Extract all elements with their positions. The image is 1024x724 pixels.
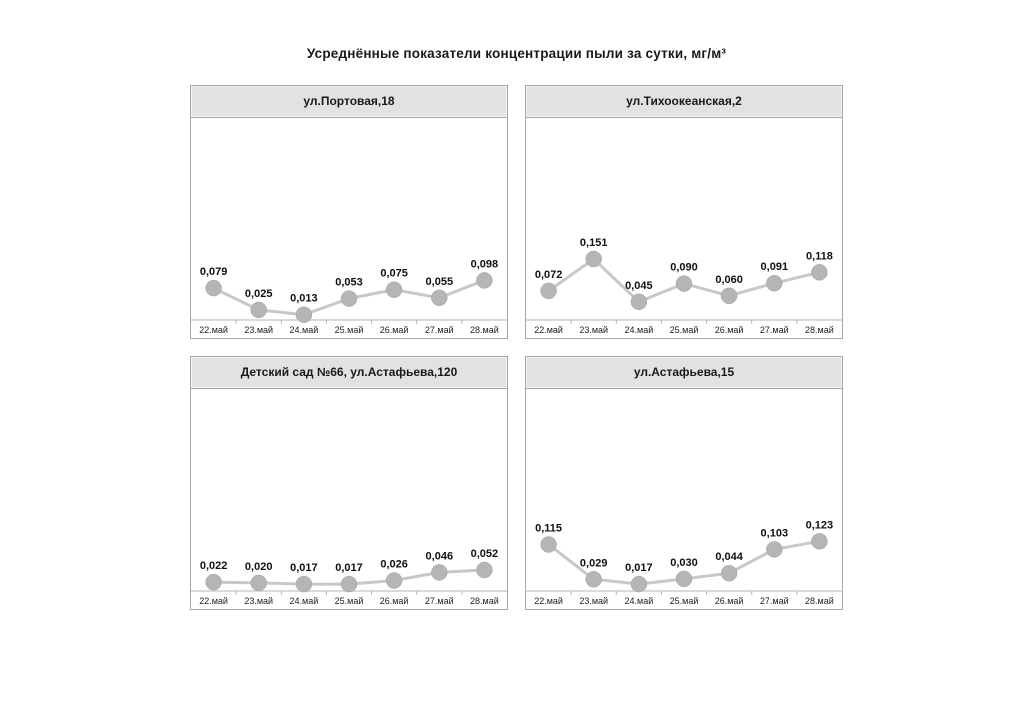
chart-panel-detsky-sad-66 [190, 356, 508, 610]
chart-title: ул.Портовая,18 [191, 86, 507, 118]
svg-text:0,046: 0,046 [425, 550, 454, 563]
line-chart-tihookeanskaya-2 [526, 118, 842, 338]
svg-text:22.май: 22.май [199, 596, 228, 606]
svg-text:25.май: 25.май [334, 325, 364, 335]
svg-text:0,013: 0,013 [290, 292, 318, 305]
svg-text:0,103: 0,103 [760, 527, 789, 540]
svg-text:0,029: 0,029 [579, 557, 608, 570]
chart-panel-astafyeva-15 [525, 356, 843, 610]
chart-panel-tihookeanskaya-2 [525, 85, 843, 339]
svg-text:25.май: 25.май [334, 596, 364, 606]
svg-text:0,017: 0,017 [335, 562, 363, 575]
svg-text:23.май: 23.май [244, 596, 274, 606]
svg-text:0,098: 0,098 [470, 258, 499, 271]
svg-text:0,020: 0,020 [244, 560, 273, 573]
svg-text:0,053: 0,053 [335, 276, 363, 289]
charts-grid [190, 85, 843, 610]
svg-text:24.май: 24.май [289, 596, 319, 606]
svg-text:0,017: 0,017 [290, 562, 318, 575]
svg-text:0,115: 0,115 [535, 522, 563, 535]
svg-text:28.май: 28.май [470, 325, 499, 335]
svg-text:0,052: 0,052 [470, 548, 499, 560]
svg-text:22.май: 22.май [534, 596, 563, 606]
svg-text:27.май: 27.май [424, 596, 454, 606]
svg-text:0,118: 0,118 [805, 250, 833, 263]
svg-text:26.май: 26.май [379, 596, 409, 606]
svg-text:0,055: 0,055 [425, 275, 454, 288]
chart-title: ул.Тихоокеанская,2 [526, 86, 842, 118]
svg-text:0,045: 0,045 [625, 279, 653, 292]
svg-text:27.май: 27.май [759, 325, 789, 335]
svg-text:24.май: 24.май [624, 596, 654, 606]
svg-text:22.май: 22.май [199, 325, 228, 335]
svg-text:0,026: 0,026 [380, 558, 408, 571]
svg-text:0,072: 0,072 [534, 268, 563, 281]
svg-text:0,044: 0,044 [715, 551, 743, 564]
chart-title: ул.Астафьева,15 [526, 357, 842, 389]
svg-text:26.май: 26.май [379, 325, 409, 335]
svg-text:25.май: 25.май [669, 596, 699, 606]
svg-text:25.май: 25.май [669, 325, 699, 335]
svg-text:0,091: 0,091 [760, 261, 789, 274]
svg-text:28.май: 28.май [805, 596, 834, 606]
svg-text:0,075: 0,075 [380, 267, 408, 280]
chart-title: Детский сад №66, ул.Астафьева,120 [191, 357, 507, 389]
chart-panel-portovaya-18 [190, 85, 508, 339]
svg-text:0,022: 0,022 [199, 560, 228, 573]
line-chart-detsky-sad-66 [191, 389, 507, 609]
svg-text:0,123: 0,123 [805, 519, 834, 532]
svg-text:0,151: 0,151 [579, 237, 608, 249]
svg-text:24.май: 24.май [289, 325, 319, 335]
line-chart-astafyeva-15 [526, 389, 842, 609]
page-title: Усреднённые показатели концентрации пыли за сутки, мг/м³ [306, 46, 727, 61]
svg-text:0,030: 0,030 [670, 556, 698, 569]
svg-text:0,025: 0,025 [244, 287, 273, 300]
svg-text:0,079: 0,079 [199, 266, 228, 279]
svg-text:24.май: 24.май [624, 325, 654, 335]
svg-text:28.май: 28.май [470, 596, 499, 606]
svg-text:22.май: 22.май [534, 325, 563, 335]
svg-text:27.май: 27.май [424, 325, 454, 335]
svg-text:26.май: 26.май [714, 325, 744, 335]
svg-text:26.май: 26.май [714, 596, 744, 606]
svg-text:23.май: 23.май [579, 325, 609, 335]
line-chart-portovaya-18 [191, 118, 507, 338]
svg-text:0,017: 0,017 [625, 562, 653, 575]
svg-text:28.май: 28.май [805, 325, 834, 335]
svg-text:27.май: 27.май [759, 596, 789, 606]
svg-text:23.май: 23.май [244, 325, 274, 335]
svg-text:23.май: 23.май [579, 596, 609, 606]
svg-text:0,090: 0,090 [670, 261, 698, 274]
svg-text:0,060: 0,060 [715, 273, 743, 286]
